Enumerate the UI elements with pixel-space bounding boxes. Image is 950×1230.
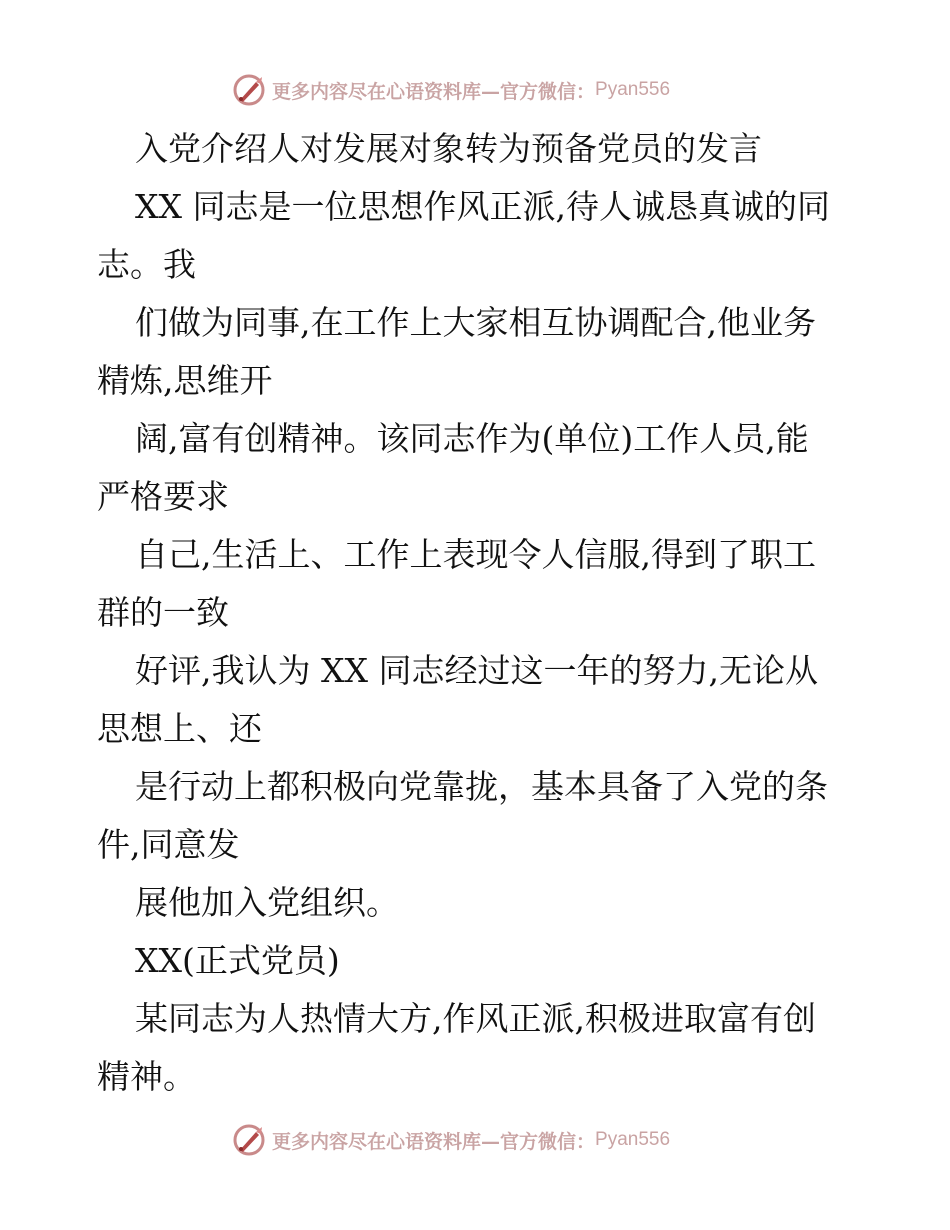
document-line: 思想上、还 [97,709,262,748]
quill-pen-circle-icon [232,73,266,107]
document-line: 群的一致 [97,593,229,632]
document-line: 精神。 [97,1057,196,1096]
header-banner [232,70,670,110]
document-line: 好评,我认为 XX 同志经过这一年的努力,无论从 [135,651,818,690]
document-line: 阔,富有创精神。该同志作为(单位)工作人员,能 [135,419,809,458]
document-line: XX(正式党员) [135,941,340,980]
banner-text: 更多内容尽在心语资料库—官方微信： [272,1130,596,1153]
wechat-id: Pyan556 [595,1129,671,1150]
document-line: 们做为同事,在工作上大家相互协调配合,他业务 [135,303,816,342]
document-line: 件,同意发 [97,825,240,864]
document-line: 精炼,思维开 [97,361,273,400]
document-body [97,120,853,1106]
document-line: 严格要求 [97,477,229,516]
document-line: 某同志为人热情大方,作风正派,积极进取富有创 [135,999,816,1038]
document-line: 是行动上都积极向党靠拢，基本具备了入党的条 [135,767,828,806]
footer-banner [232,1120,670,1160]
document-line: 展他加入党组织。 [135,883,399,922]
banner-text: 更多内容尽在心语资料库—官方微信： [272,80,596,103]
document-line: 自己,生活上、工作上表现令人信服,得到了职工 [135,535,816,574]
document-line: 入党介绍人对发展对象转为预备党员的发言 [135,129,762,168]
document-line: 志。我 [97,245,196,284]
document-line: XX 同志是一位思想作风正派,待人诚恳真诚的同 [135,187,830,226]
quill-pen-circle-icon [232,1123,266,1157]
wechat-id: Pyan556 [595,79,671,100]
